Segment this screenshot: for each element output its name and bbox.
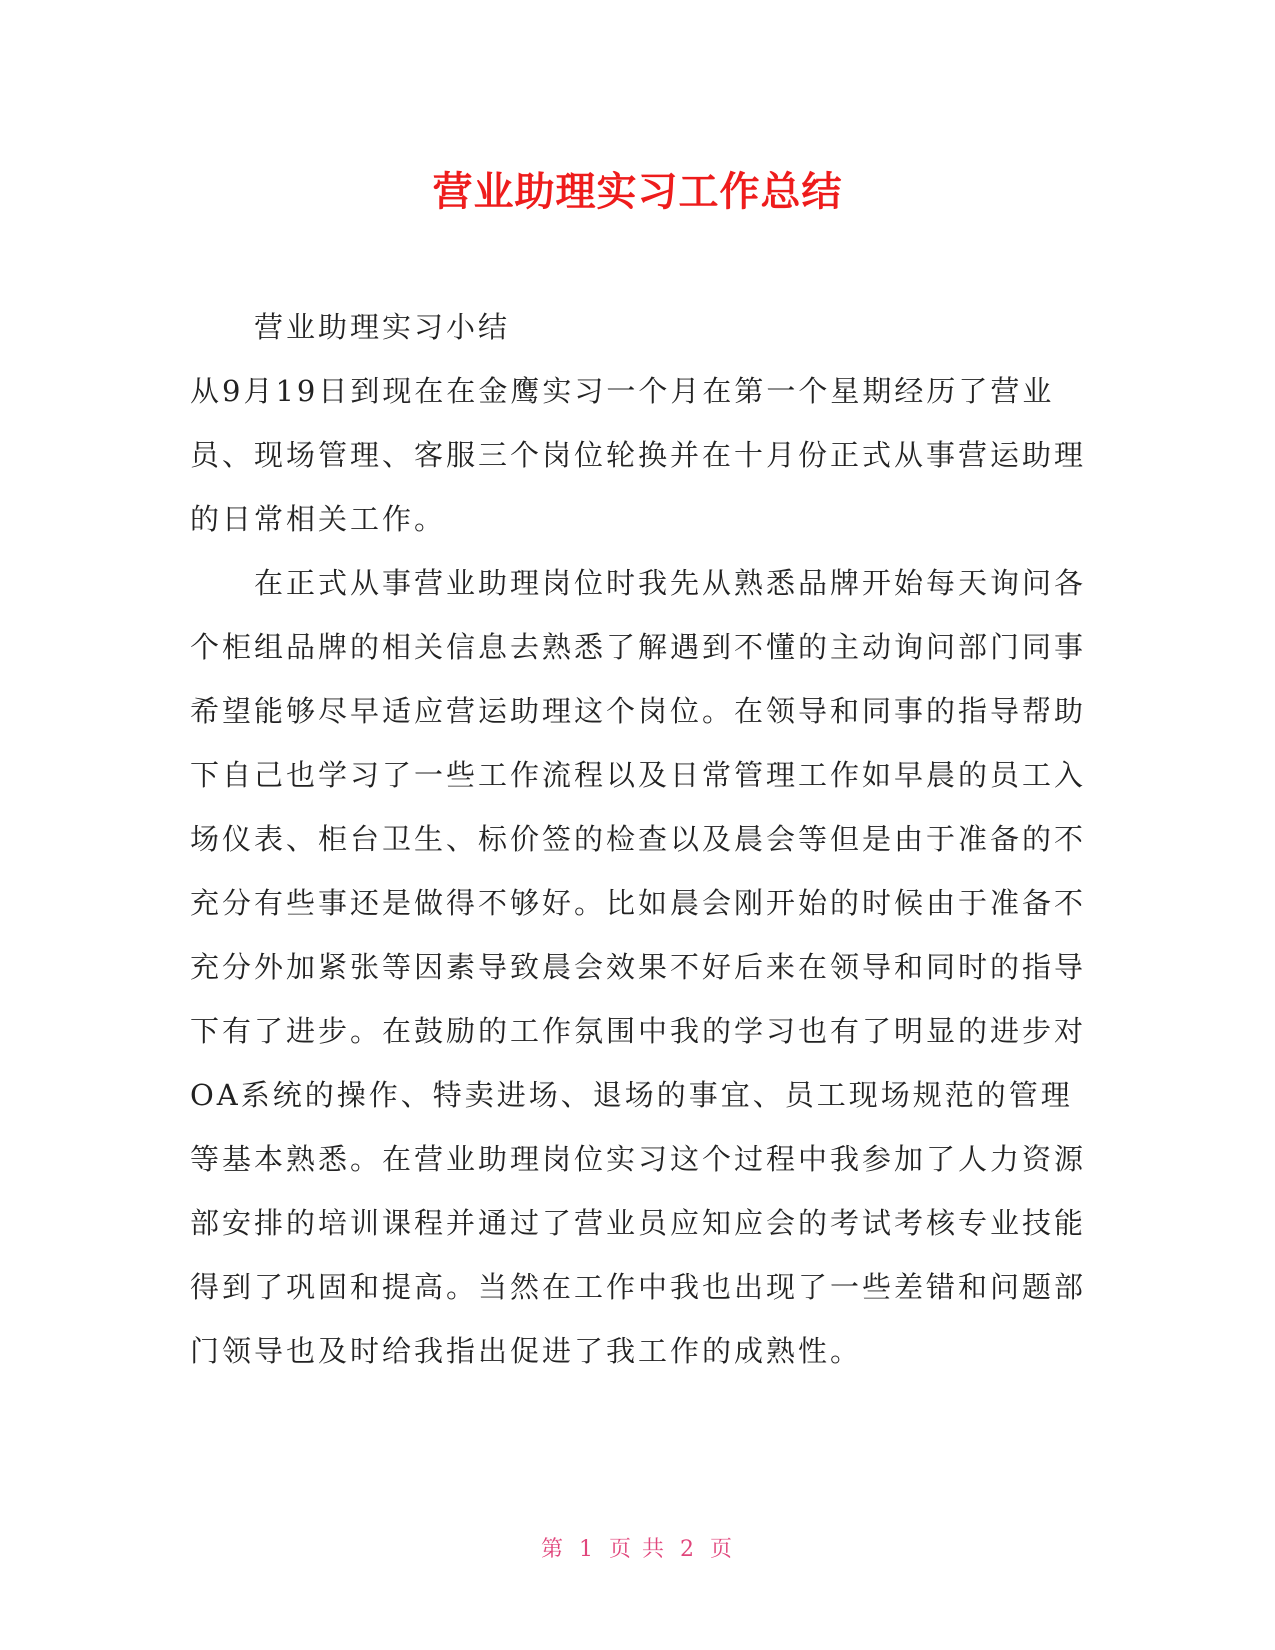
page-footer <box>0 1532 1275 1563</box>
footer-prefix: 第 <box>540 1537 565 1562</box>
footer-middle: 页 共 <box>609 1537 666 1562</box>
footer-page-number: 1 <box>579 1537 595 1562</box>
document-title: 营业助理实习工作总结 <box>432 169 843 215</box>
paragraph-2: 在正式从事营业助理岗位时我先从熟悉品牌开始每天询问各个柜组品牌的相关信息去熟悉了解遇到不懂的主动询问部门同事希望能够尽早适应营运助理这个岗位。在领导和同事的指导帮助下自己也学习了一些工作流程以及日常管理工作如早晨的员工入场仪表、柜台卫生、标价签的检查以及晨会等但是由于准备的不充分有些事还是做得不够好。比如晨会刚开始的时候由于准备不充分外加紧张等因素导致晨会效果不好后来在领导和同时的指导下有了进步。在鼓励的工作氛围中我的学习也有了明显的进步对OA系统的操作、特卖进场、退场的事宜、员工现场规范的管理等基本熟悉。在营业助理岗位实习这个过程中我参加了人力资源部安排的培训课程并通过了营业员应知应会的考试考核专业技能得到了巩固和提高。当然在工作中我也出现了一些差错和问题部门领导也及时给我指出促进了我工作的成熟性。 <box>190 566 1087 1368</box>
footer-suffix: 页 <box>710 1537 735 1562</box>
paragraph-1: 从9月19日到现在在金鹰实习一个月在第一个星期经历了营业员、现场管理、客服三个岗位轮换并在十月份正式从事营运助理的日常相关工作。 <box>190 374 1087 536</box>
footer-total-pages: 2 <box>680 1537 696 1562</box>
document-body <box>190 295 1090 1383</box>
document-subtitle: 营业助理实习小结 <box>254 310 511 344</box>
